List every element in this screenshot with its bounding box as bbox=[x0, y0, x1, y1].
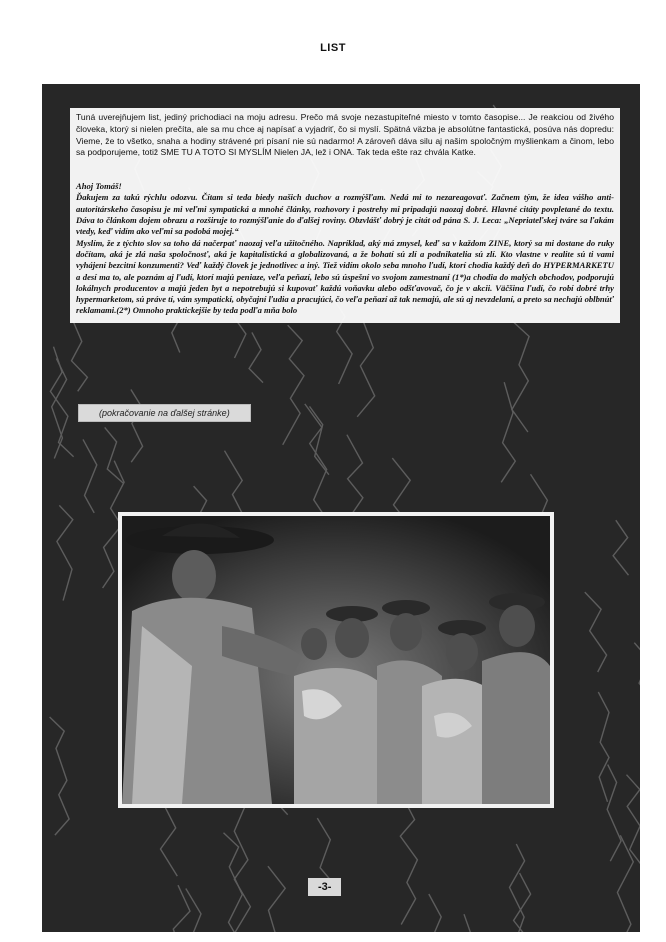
continuation-label: (pokračovanie na ďalšej stránke) bbox=[78, 404, 251, 422]
scratch-streak bbox=[357, 321, 375, 417]
scratch-streak bbox=[585, 592, 607, 672]
scratch-streak bbox=[598, 692, 609, 802]
scratch-streak bbox=[317, 818, 335, 885]
scratch-streak bbox=[510, 844, 525, 932]
page-title: LIST bbox=[320, 42, 346, 54]
dark-texture-panel bbox=[42, 84, 640, 932]
scratch-streak bbox=[429, 894, 442, 932]
scratch-streak bbox=[613, 520, 628, 575]
scratch-streak bbox=[501, 382, 515, 482]
letter-body bbox=[76, 181, 614, 317]
letter-greeting: Ahoj Tomáš! bbox=[76, 181, 122, 192]
scratch-streak bbox=[249, 332, 263, 382]
scratch-streak bbox=[455, 914, 473, 932]
scratch-streak bbox=[512, 321, 529, 432]
letter-paragraph-1: Ďakujem za takú rýchlu odozvu. Čítam si teda biedy našich duchov a rozmýšľam. Nedá mi to nezareagovať. Začnem tým, že idea vášho anti-autoritárskeho časopisu je mi veľmi sympatická a mnohé články, rozhovory i postrehy mi pripadajú naozaj dobré. Hlavné citáty povpletané do textu. Dáva to článkom dojem obrazu a rozširuje to rozmýšľanie do ďalšej roviny. Obzvlášť dobrý je citát od pána S. J. Leca: „Nepriateľskej tváre sa ľakám vtedy, keď vidím ako veľmi sa podobá mojej.“ bbox=[76, 192, 614, 237]
scratch-streak bbox=[283, 325, 304, 445]
scratch-streak bbox=[607, 765, 621, 862]
puppet-photo bbox=[118, 512, 554, 808]
letter-paragraph-2: Myslím, že z týchto slov sa toho dá načerpať naozaj veľa užitočného. Napríklad, aký má zmysel, keď sa v každom ZINE, ktorý sa mi dostane do ruky dočítam, aká je zlá naša spoločnosť, aká je kapitalistická a globalizovaná, a že bohatí sú zlí a podnikatelia sú zlí. Kto vlastne v realite sú ti vami vyhájení bezcitní konzumenti? Veď každý človek je jednotlivec a iný. Tiež vidím okolo seba mnoho ľudí, ktorí chodia každý deň do HYPERMARKETU a desí ma to, ale poznám aj ľudí, ktorí majú peniaze, veľa peňazí, lebo sú úspešní vo svojom zamestnaní (1*)a chodia do malých obchodov, podporujú lokálnych producentov a majú jeden byt a nepotrebujú si kupovať každú voňavku alebo odšťavovač, čo je v akcii. Väčšina ľudí, čo robí dobré trhy hypermarketom, sú práve tí, vám sympatickí, obyčajní ľudia a pracujúci, čo veľa peňazí až tak nemajú, ale sú aj nevzdelaní, a preto sa nechajú oblbnúť reklamami.(2*) Omnoho praktickejšie by teda podľa mňa bolo bbox=[76, 237, 614, 316]
letter-text-box bbox=[70, 108, 620, 323]
puppet-figures-illustration bbox=[122, 516, 550, 804]
scratch-streak bbox=[634, 643, 640, 698]
scratch-streak bbox=[72, 321, 88, 391]
scratch-streak bbox=[400, 797, 417, 925]
scratch-streak bbox=[57, 505, 73, 600]
scratch-streak bbox=[186, 889, 201, 933]
page-number: -3- bbox=[308, 878, 341, 896]
scratch-streak bbox=[83, 439, 97, 513]
scratch-streak bbox=[305, 404, 329, 522]
scratch-streak bbox=[50, 717, 70, 835]
scratch-streak bbox=[265, 866, 285, 932]
intro-paragraph: Tuná uverejňujem list, jediný prichodiaci na moju adresu. Prečo má svoje nezastupiteľné miesto v tomto časopise... Je reakciou od živého človeka, ktorý si nielen prečíta, ale sa mu chce aj napísať a vyjadriť, čo si myslí. Spätná väzba je absolútne fantastická, posúva nás dopredu: Vieme, že to všetko, snaha a hodiny strávené pri písaní nie sú nadarmo! A zároveň dáva silu aj našim spoločným myšlienkam a činom, lebo sa podporujeme, totiž SME TU A TOTO SI MYSLÍM Nielen JA, lež i ONA. Tak teda ešte raz chvála Katke. bbox=[76, 112, 614, 158]
scratch-streak bbox=[131, 390, 143, 463]
